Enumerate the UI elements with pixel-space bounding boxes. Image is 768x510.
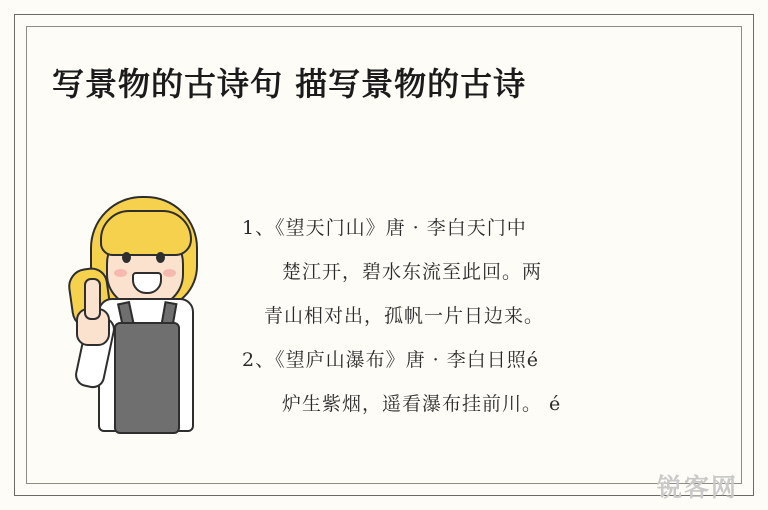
page-title: 写景物的古诗句 描写景物的古诗 — [52, 65, 527, 103]
poem-text-block — [232, 180, 716, 426]
poem-line: 青山相对出，孤帆一片日边来。 — [264, 305, 545, 327]
cheek-left — [114, 269, 127, 277]
pointing-finger — [84, 278, 101, 320]
apron — [114, 322, 180, 434]
cheek-right — [163, 269, 176, 277]
poem-line: 炉生紫烟，遥看瀑布挂前川。 é — [282, 393, 562, 415]
illustration-container — [52, 180, 232, 440]
cartoon-girl-icon — [62, 190, 222, 440]
poem-line: 2、《望庐山瀑布》唐 · 李白日照é — [242, 349, 539, 371]
poem-line: 1、《望天门山》唐 · 李白天门中 — [242, 217, 527, 239]
hair-fringe — [100, 210, 192, 256]
eye-left — [122, 252, 131, 263]
watermark: 锐客网 — [656, 473, 738, 502]
poem-line: 楚江开，碧水东流至此回。两 — [282, 261, 543, 283]
eye-right — [156, 252, 165, 263]
content-area — [52, 180, 716, 450]
